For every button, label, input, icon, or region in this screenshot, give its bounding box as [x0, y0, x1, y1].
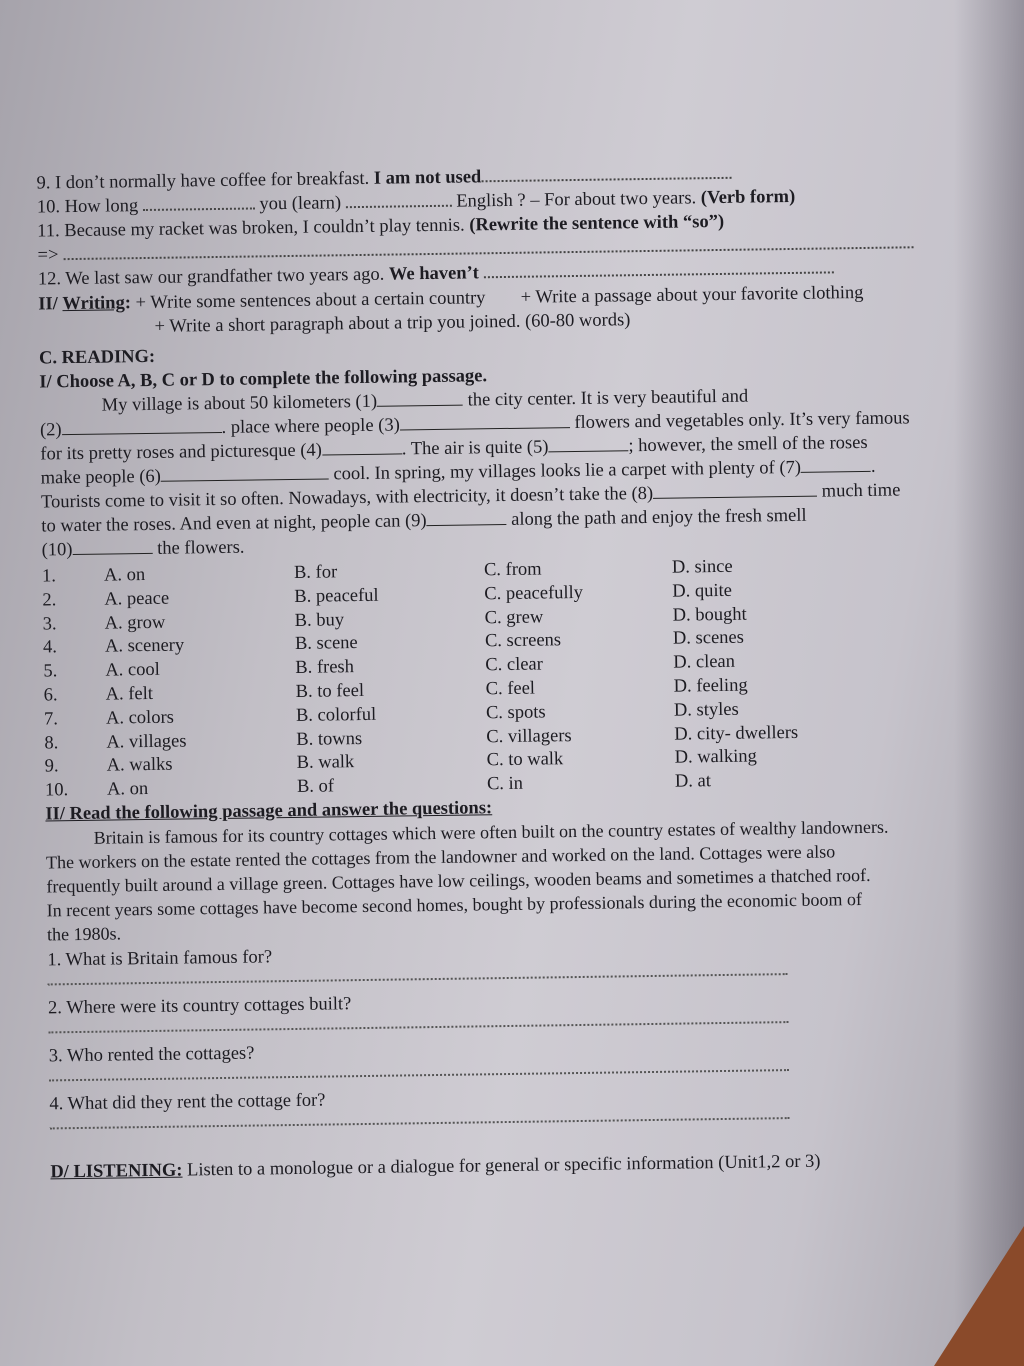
option-c[interactable]: C. spots	[485, 702, 546, 724]
option-number: 9.	[44, 756, 59, 777]
option-d[interactable]: D. scenes	[672, 628, 745, 650]
passage-line-7	[42, 537, 245, 562]
q10-text-b: you (learn)	[259, 193, 342, 215]
writing-item-1: + Write some sentences about a certain country	[135, 288, 486, 314]
passage-text: cool. In spring, my villages looks lie a carpet with plenty of (7)	[333, 457, 802, 485]
answer-line-2[interactable]	[48, 1021, 788, 1033]
passage-text: to water the roses. And even at night, people can (9)	[41, 511, 427, 537]
passage-text: for its pretty roses and picturesque (4)	[40, 440, 322, 465]
q10-blank-1[interactable]	[143, 193, 255, 211]
option-b[interactable]: B. peaceful	[294, 585, 379, 607]
q12-text: 12. We last saw our grandfather two years ago.	[37, 264, 385, 290]
gap-4[interactable]	[322, 439, 402, 455]
passage-text: the flowers.	[156, 537, 245, 559]
passage-text: much time	[821, 480, 901, 502]
passage-text: . place where people (3)	[221, 415, 400, 438]
option-c[interactable]: C. clear	[485, 654, 544, 676]
gap-10[interactable]	[72, 539, 152, 555]
writing-label: II/	[38, 294, 58, 315]
option-d[interactable]: D. feeling	[673, 675, 748, 697]
option-a[interactable]: A. peace	[104, 588, 170, 610]
option-number: 3.	[42, 613, 57, 635]
option-c[interactable]: C. villagers	[486, 725, 572, 747]
gap-7[interactable]	[801, 457, 871, 473]
option-a[interactable]: A. villages	[106, 731, 187, 753]
option-b[interactable]: B. of	[296, 776, 335, 798]
question-3: 3. Who rented the cottages?	[48, 1043, 255, 1067]
option-a[interactable]: A. colors	[105, 707, 175, 729]
q9-blank[interactable]	[481, 163, 731, 182]
answer-line-4[interactable]	[50, 1117, 790, 1129]
q10-text-c: English ? – For about two years.	[456, 188, 697, 212]
answer-line-1[interactable]	[48, 973, 788, 985]
gap-8[interactable]	[653, 482, 817, 499]
passage-text: make people (6)	[40, 466, 162, 489]
passage2-line-5: the 1980s.	[46, 923, 122, 945]
option-d[interactable]: D. walking	[674, 746, 758, 769]
passage-text: (10)	[41, 540, 73, 561]
gap-2[interactable]	[61, 418, 221, 435]
q11-text: 11. Because my racket was broken, I couldn’t play tennis.	[37, 215, 465, 242]
passage-text: .	[870, 456, 876, 477]
option-a[interactable]: A. grow	[104, 612, 166, 634]
q9-text: 9. I don’t normally have coffee for breakfast.	[36, 168, 370, 194]
question-4: 4. What did they rent the cottage for?	[49, 1090, 326, 1115]
passage-text: (2)	[39, 420, 62, 441]
q10-bold: (Verb form)	[700, 186, 796, 209]
passage-text: along the path and enjoy the fresh smell	[511, 505, 807, 530]
q9-bold: I am not used	[373, 167, 482, 189]
passage2-line-4: In recent years some cottages have become second homes, bought by professionals during the economic boom of	[46, 889, 863, 921]
passage-text: flowers and vegetables only. It’s very famous	[574, 408, 910, 434]
option-c[interactable]: C. peacefully	[484, 582, 584, 605]
option-a[interactable]: A. on	[103, 565, 146, 586]
reading-part2-heading: II/ Read the following passage and answer the questions:	[45, 798, 493, 825]
option-b[interactable]: B. colorful	[295, 704, 377, 726]
passage2-line-1: Britain is famous for its country cottages which were often built on the country estates of wealthy landowners.	[93, 816, 889, 848]
gap-9[interactable]	[426, 510, 506, 526]
writing-heading: Writing	[62, 293, 125, 315]
option-a[interactable]: A. felt	[105, 683, 154, 705]
passage2-line-3: frequently built around a village green. Cottages have low ceilings, wooden beams and sometimes a thatched roof.	[46, 864, 871, 897]
option-c[interactable]: C. to walk	[486, 749, 564, 771]
passage2-line-2: The workers on the estate rented the cottages from the landowner and worked on the land. Cottages were also	[45, 841, 836, 873]
option-number: 8.	[44, 732, 59, 754]
option-number: 10.	[44, 780, 69, 801]
listening-section	[50, 1151, 820, 1184]
option-b[interactable]: B. for	[293, 562, 338, 583]
listening-heading: D/ LISTENING:	[50, 1160, 183, 1183]
q12-blank[interactable]	[483, 257, 833, 278]
q10-text-a: 10. How long	[36, 196, 139, 218]
passage-text: the city center. It is very beautiful and	[467, 386, 749, 411]
writing-item-2: + Write a passage about your favorite clothing	[520, 282, 864, 308]
option-d[interactable]: D. city- dwellers	[674, 722, 799, 745]
question-2: 2. Where were its country cottages built?	[47, 994, 352, 1019]
option-c[interactable]: C. in	[486, 773, 524, 795]
option-d[interactable]: D. since	[671, 556, 733, 578]
option-a[interactable]: A. cool	[105, 660, 160, 681]
option-number: 7.	[43, 709, 59, 730]
passage-text: My village is about 50 kilometers (1)	[101, 391, 378, 416]
option-c[interactable]: C. screens	[484, 630, 562, 652]
listening-text: Listen to a monologue or a dialogue for general or specific information (Unit1,2 or 3)	[186, 1151, 821, 1181]
reading-title: C. READING:	[38, 346, 156, 369]
passage-text: ; however, the smell of the roses	[628, 432, 868, 457]
q10-blank-2[interactable]	[346, 191, 452, 208]
option-d[interactable]: D. quite	[672, 580, 733, 602]
option-d[interactable]: D. at	[674, 771, 712, 792]
gap-1[interactable]	[377, 391, 463, 407]
option-d[interactable]: D. bought	[672, 604, 747, 626]
option-number: 5.	[43, 661, 58, 682]
gap-5[interactable]	[548, 436, 628, 452]
option-b[interactable]: B. walk	[296, 752, 355, 774]
writing-item-3: + Write a short paragraph about a trip you joined. (60-80 words)	[154, 310, 631, 337]
option-c[interactable]: C. grew	[484, 607, 544, 628]
answer-line-3[interactable]	[49, 1069, 789, 1081]
option-d[interactable]: D. styles	[673, 699, 739, 721]
writing-colon: :	[124, 293, 132, 314]
writing-item-3-line	[154, 309, 630, 338]
passage-text: Tourists come to visit it so often. Nowadays, with electricity, it doesn’t take the (8)	[40, 483, 654, 513]
reading-part1-heading: I/ Choose A, B, C or D to complete the following passage.	[39, 366, 488, 393]
option-b[interactable]: B. fresh	[295, 657, 355, 679]
gap-3[interactable]	[400, 413, 570, 430]
passage-text: . The air is quite (5)	[401, 437, 549, 460]
option-b[interactable]: B. towns	[296, 728, 363, 750]
q12-bold: We haven’t	[388, 263, 480, 285]
option-a[interactable]: A. scenery	[104, 635, 185, 657]
q11-bold: (Rewrite the sentence with “so”)	[469, 211, 725, 236]
option-a[interactable]: A. on	[106, 779, 149, 800]
option-b[interactable]: B. scene	[294, 633, 358, 655]
gap-6[interactable]	[161, 464, 329, 481]
option-number: 6.	[43, 685, 58, 706]
option-number: 2.	[42, 590, 57, 611]
option-a[interactable]: A. walks	[106, 755, 173, 776]
option-b[interactable]: B. to feel	[295, 680, 365, 702]
option-b[interactable]: B. buy	[294, 609, 345, 631]
option-number: 1.	[41, 566, 57, 587]
option-d[interactable]: D. clean	[673, 651, 736, 673]
question-1: 1. What is Britain famous for?	[47, 947, 273, 971]
arrow-symbol: =>	[37, 245, 59, 266]
option-c[interactable]: C. from	[483, 559, 542, 581]
option-c[interactable]: C. feel	[485, 678, 536, 700]
option-number: 4.	[42, 637, 58, 658]
